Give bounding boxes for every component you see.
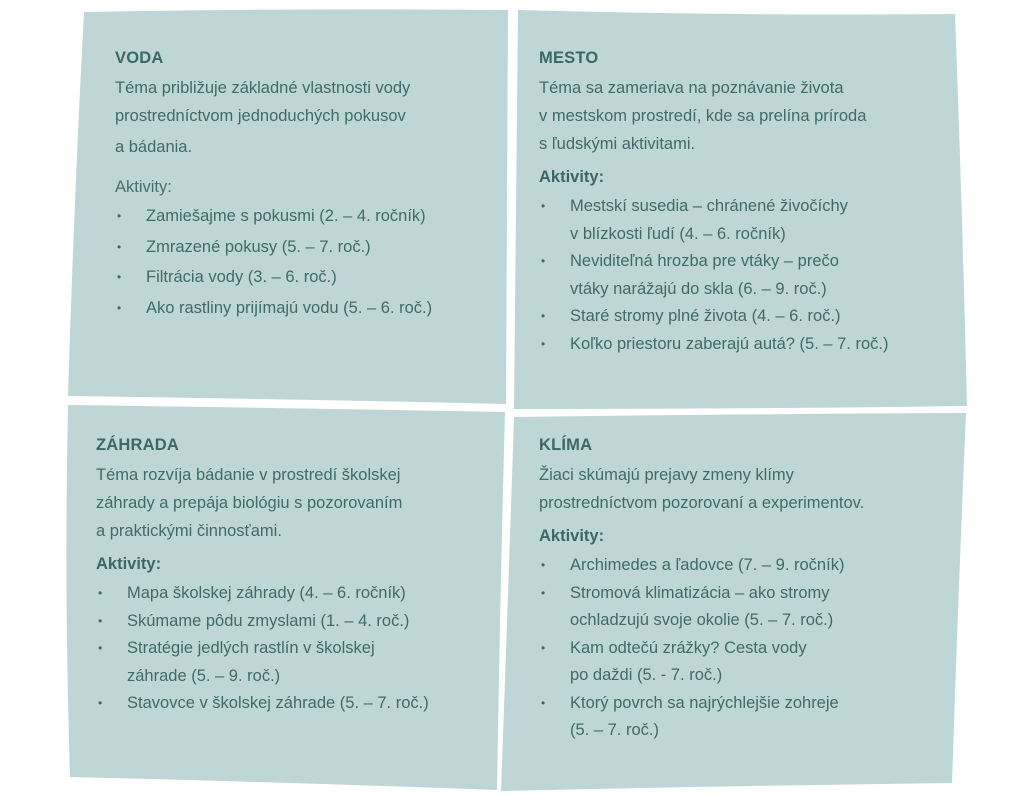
panel-mesto xyxy=(539,49,959,358)
activities-list xyxy=(115,203,500,322)
description-line: Téma sa zameriava na poznávanie života xyxy=(539,79,844,97)
list-item xyxy=(539,248,959,303)
list-item: • Ako rastliny prijímajú vodu (5. – 6. roč.) xyxy=(115,295,500,323)
panel-voda xyxy=(115,49,500,325)
panel-klima xyxy=(539,436,959,745)
list-item-line: • Mestskí susedia – chránené živočíchy xyxy=(570,197,848,215)
list-item-line: ochladzujú svoje okolie (5. – 7. roč.) xyxy=(570,611,834,629)
list-item-line: • Kam odtečú zrážky? Cesta vody xyxy=(570,638,807,657)
list-item xyxy=(539,580,959,635)
list-item-line: • Archimedes a ľadovce (7. – 9. ročník) xyxy=(570,556,845,574)
panel-description xyxy=(539,461,959,517)
activities-list xyxy=(96,580,496,718)
panel-description xyxy=(96,461,496,545)
activities-label: Aktivity: xyxy=(539,527,605,545)
panel-title: VODA xyxy=(115,49,164,67)
list-item-line: • Koľko priestoru zaberajú autá? (5. – 7. roč.) xyxy=(570,334,889,353)
list-item xyxy=(539,552,959,580)
activities-label: Aktivity: xyxy=(96,555,162,573)
list-item-line: (5. – 7. roč.) xyxy=(570,721,659,739)
list-item-line: v blízkosti ľudí (4. – 6. ročník) xyxy=(570,224,786,243)
activities-label: Aktivity: xyxy=(539,168,605,186)
list-item xyxy=(539,193,959,248)
list-item xyxy=(539,331,959,359)
list-item-line: • Stratégie jedlých rastlín v školskej xyxy=(127,639,375,657)
description-line: s ľudskými aktivitami. xyxy=(539,135,696,153)
panel-title: MESTO xyxy=(539,49,599,67)
description-line: prostredníctvom pozorovaní a experimentov. xyxy=(539,494,865,512)
panel-description xyxy=(539,74,959,158)
activities-label: Aktivity: xyxy=(115,178,172,196)
description-line: v mestskom prostredí, kde sa prelína príroda xyxy=(539,107,867,125)
description-line: a praktickými činnosťami. xyxy=(96,522,282,540)
panel-title: KLÍMA xyxy=(539,436,593,454)
list-item xyxy=(96,608,496,636)
description-line: záhrady a prepája biológiu s pozorovaním xyxy=(96,494,403,512)
description-line: Téma rozvíja bádanie v prostredí školskej xyxy=(96,466,401,484)
list-item-line: • Ktorý povrch sa najrýchlejšie zohreje xyxy=(570,693,839,712)
list-item-line: • Stavovce v školskej záhrade (5. – 7. roč.) xyxy=(127,694,429,712)
panel-zahrada xyxy=(96,436,496,718)
list-item-line: • Staré stromy plné života (4. – 6. roč.) xyxy=(570,307,841,325)
list-item: • Zamiešajme s pokusmi (2. – 4. ročník) xyxy=(115,203,500,231)
description-line: a bádania. xyxy=(115,138,193,156)
list-item xyxy=(539,690,959,745)
panel-title: ZÁHRADA xyxy=(96,436,179,454)
list-item xyxy=(96,690,496,718)
list-item-line: záhrade (5. – 9. roč.) xyxy=(127,666,281,685)
description-line: Téma približuje základné vlastnosti vody xyxy=(115,79,411,97)
list-item-line: po daždi (5. - 7. roč.) xyxy=(570,666,723,684)
activities-list xyxy=(539,193,959,358)
panel-description xyxy=(115,74,500,161)
list-item-line: • Neviditeľná hrozba pre vtáky – prečo xyxy=(570,252,839,270)
list-item: • Zmrazené pokusy (5. – 7. roč.) xyxy=(115,234,500,262)
description-line: Žiaci skúmajú prejavy zmeny klímy xyxy=(539,466,794,484)
activities-list xyxy=(539,552,959,745)
list-item: • Filtrácia vody (3. – 6. roč.) xyxy=(115,264,500,292)
list-item xyxy=(539,303,959,331)
list-item xyxy=(96,635,496,690)
list-item-line: • Mapa školskej záhrady (4. – 6. ročník) xyxy=(127,584,406,602)
list-item-line: • Skúmame pôdu zmyslami (1. – 4. roč.) xyxy=(127,611,410,630)
description-line: prostredníctvom jednoduchých pokusov xyxy=(115,107,406,125)
list-item xyxy=(539,635,959,690)
list-item-line: • Stromová klimatizácia – ako stromy xyxy=(570,583,830,602)
list-item-line: vtáky narážajú do skla (6. – 9. roč.) xyxy=(570,279,827,298)
list-item xyxy=(96,580,496,608)
